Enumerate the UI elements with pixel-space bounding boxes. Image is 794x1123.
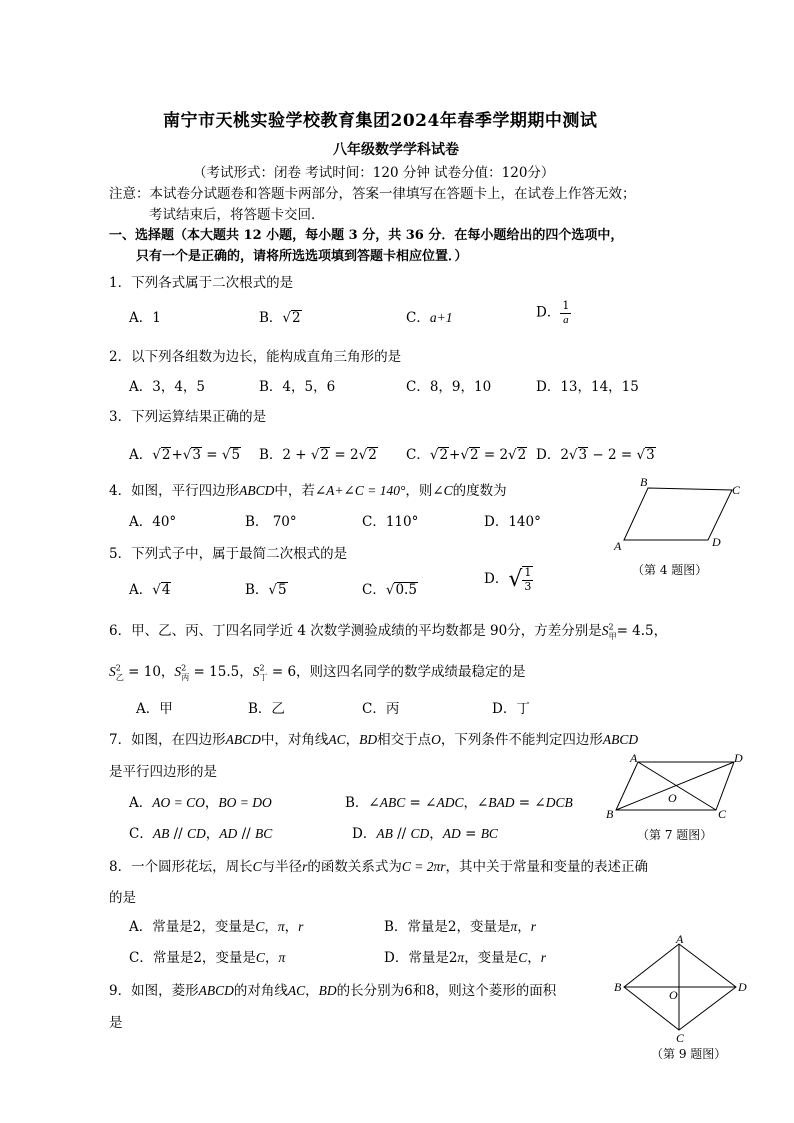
q3-option-d: D．2√3 − 2 = √3 (536, 447, 655, 463)
q7-option-d: D．AB // CD，AD = BC (352, 826, 498, 842)
label-c: C (676, 1031, 685, 1045)
q8-option-b: B．常量是2，变量是π，r (384, 919, 537, 935)
q8-stem-line-1: 8．一个圆形花坛，周长C与半径r的函数关系式为C = 2πr，其中关于常量和变量的表述正确 (109, 859, 649, 875)
q7-caption: （第 7 题图） (637, 828, 713, 842)
q6-option-c: C．丙 (362, 701, 400, 717)
q1-option-b: B．√2 (259, 310, 301, 326)
page-subtitle: 八年级数学学科试卷 (333, 142, 459, 158)
q3-stem: 3．下列运算结果正确的是 (109, 409, 267, 425)
label-c: C (718, 807, 727, 821)
page-title: 南宁市天桃实验学校教育集团2024年春季学期期中测试 (163, 111, 598, 131)
q5-option-d: D．√ $\frac{1}{3}$ (484, 566, 532, 593)
q2-option-a: A．3，4，5 (129, 379, 206, 395)
label-o: O (669, 988, 678, 1002)
q6-option-d: D．丁 (492, 701, 530, 717)
q3-option-a: A．√2+√3 = √5 (129, 447, 241, 463)
label-a: A (614, 539, 622, 553)
label-c: C (732, 483, 741, 497)
q2-option-b: B．4，5，6 (259, 379, 336, 395)
q8-option-a: A．常量是2，变量是C，π，r (129, 919, 304, 935)
q1-option-a: A．1 (129, 310, 161, 326)
q4-option-c: C．110° (362, 514, 419, 530)
q7-quadrilateral-figure (600, 748, 750, 824)
q2-option-d: D．13，14，15 (536, 379, 639, 395)
q7-stem-line-2: 是平行四边形的是 (109, 764, 217, 780)
q9-rhombus-figure (612, 934, 752, 1046)
section-heading-line-2: 只有一个是正确的，请将所选选项填到答题卡相应位置．） (136, 249, 468, 264)
q1-stem: 1．下列各式属于二次根式的是 (109, 275, 294, 291)
q1-option-d: D． $\frac{1}{a}$ (536, 299, 570, 326)
q9-caption: （第 9 题图） (651, 1047, 727, 1061)
q6-option-b: B．乙 (248, 701, 285, 717)
q7-stem-line-1: 7．如图，在四边形ABCD中，对角线AC，BD相交于点O，下列条件不能判定四边形ABCD (109, 732, 639, 748)
label-b: B (640, 475, 648, 489)
q8-option-d: D．常量是2π，变量是C，r (384, 950, 546, 966)
notice-line-1: 注意：本试卷分试题卷和答题卡两部分，答案一律填写在答题卡上，在试卷上作答无效； (109, 186, 636, 202)
q4-option-a: A．40° (129, 514, 177, 530)
q3-option-b: B．2 + √2 = 2√2 (259, 447, 377, 463)
section-heading-line-1: 一、选择题（本大题共 12 小题，每小题 3 分，共 36 分．在每小题给出的四个选项中， (109, 228, 624, 243)
q7-option-c: C．AB // CD，AD // BC (129, 826, 273, 842)
q2-stem: 2．以下列各组数为边长，能构成直角三角形的是 (109, 349, 402, 365)
label-d: D (734, 751, 743, 765)
q7-option-a: A．AO = CO，BO = DO (129, 795, 272, 811)
q9-stem-line-1: 9．如图，菱形ABCD的对角线AC，BD的长分别为6和8，则这个菱形的面积 (109, 983, 557, 999)
q3-option-c: C．√2+√2 = 2√2 (406, 447, 527, 463)
q4-caption: （第 4 题图） (632, 563, 708, 577)
q5-option-c: C．√0.5 (362, 582, 417, 598)
label-a: A (630, 751, 638, 765)
q4-stem: 4．如图，平行四边形ABCD中，若∠A+∠C = 140°，则∠C的度数为 (109, 483, 507, 499)
q6-stem-line-2: $S^2_乙 = 10$，$S^2_丙 = 15.5$，$S^2_丁 = 6$，则这四名同学的数学成绩最稳定的是 (109, 663, 526, 682)
q9-stem-line-2: 是 (109, 1015, 123, 1031)
q4-option-b: B． 70° (245, 514, 297, 530)
q5-option-b: B．√5 (245, 582, 287, 598)
q4-parallelogram-figure (608, 474, 748, 554)
label-b: B (614, 980, 622, 994)
label-d: D (712, 535, 721, 549)
q6-option-a: A．甲 (136, 701, 173, 717)
label-b: B (606, 807, 614, 821)
q5-option-a: A．√4 (129, 582, 171, 598)
q4-option-d: D．140° (484, 514, 541, 530)
q7-option-b: B．∠ABC = ∠ADC，∠BAD = ∠DCB (345, 795, 573, 811)
q8-option-c: C．常量是2，变量是C，π (129, 950, 286, 966)
label-a: A (676, 934, 684, 946)
label-o: O (668, 791, 677, 805)
q8-stem-line-2: 的是 (109, 890, 136, 906)
notice-line-2: 考试结束后，将答题卡交回． (149, 207, 325, 223)
q2-option-c: C．8，9，10 (406, 379, 492, 395)
label-d: D (738, 980, 747, 994)
q6-stem-line-1: 6．甲、乙、丙、丁四名同学近 4 次数学测验成绩的平均数都是 90分，方差分别是$S^2_甲= 4.5$， (109, 622, 668, 641)
exam-info: （考试形式：闭卷 考试时间：120 分钟 试卷分值：120分） (193, 165, 555, 181)
q5-stem: 5．下列式子中，属于最简二次根式的是 (109, 546, 348, 562)
q1-option-c: C．a+1 (406, 310, 453, 326)
